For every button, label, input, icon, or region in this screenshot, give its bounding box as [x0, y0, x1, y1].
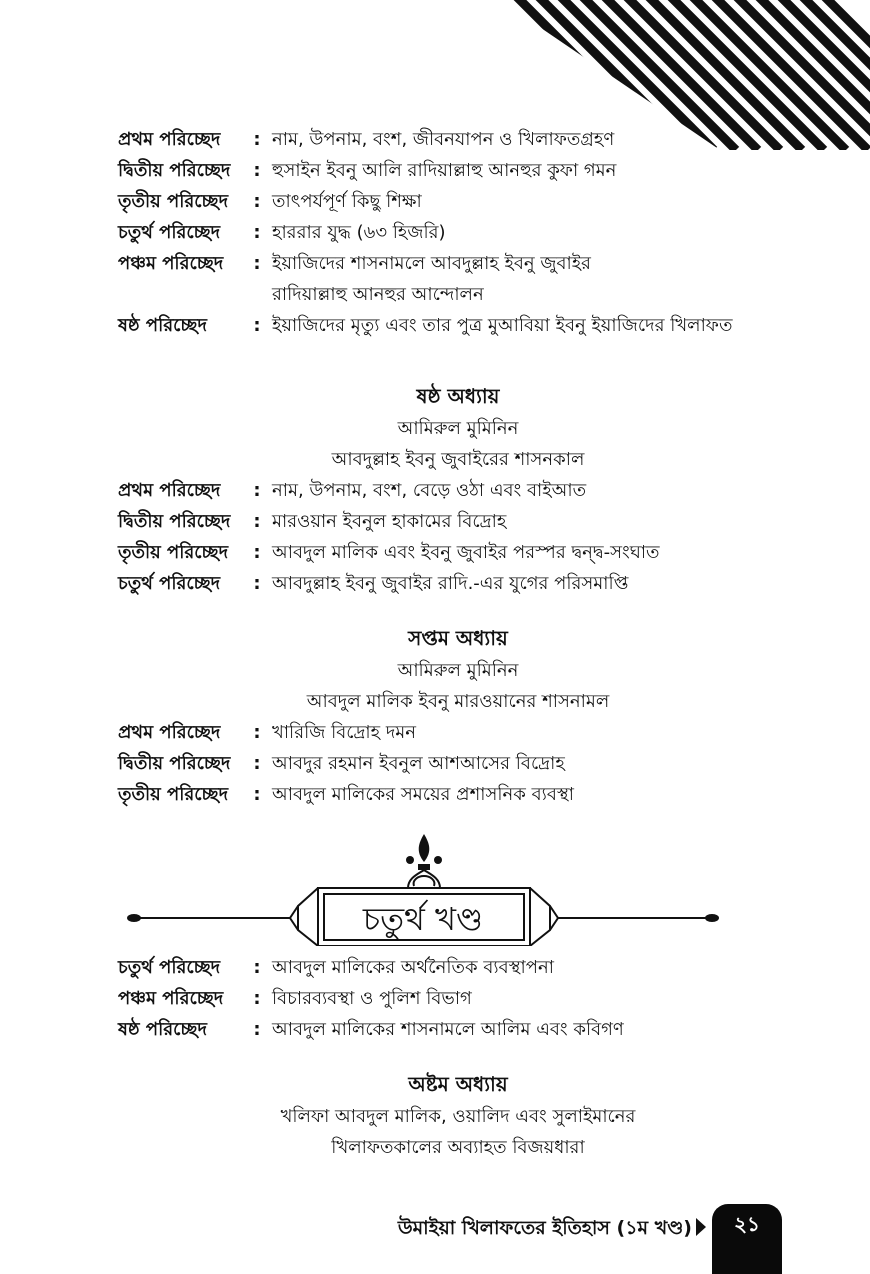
toc-row[interactable]: পঞ্চম পরিচ্ছেদ : ইয়াজিদের শাসনামলে আবদুল্লাহ ইবনু জুবাইর [118, 248, 798, 279]
toc-row[interactable]: তৃতীয় পরিচ্ছেদ : তাৎপর্যপূর্ণ কিছু শিক্ষা [118, 186, 798, 217]
section-title: আবদুর রহমান ইবনুল আশআসের বিদ্রোহ [272, 753, 565, 774]
chapter-block [118, 379, 798, 599]
toc-row[interactable]: দ্বিতীয় পরিচ্ছেদ : মারওয়ান ইবনুল হাকামের বিদ্রোহ [118, 506, 798, 537]
section-label: চতুর্থ পরিচ্ছেদ [118, 573, 221, 594]
chapter-list [118, 124, 798, 341]
section-title: নাম, উপনাম, বংশ, জীবনযাপন ও খিলাফতগ্রহণ [272, 129, 615, 150]
toc-row[interactable]: চতুর্থ পরিচ্ছেদ : হাররার যুদ্ধ (৬৩ হিজরি) [118, 217, 798, 248]
page-number: ২১ [712, 1204, 782, 1274]
chapter-title: সপ্তম অধ্যায় [408, 626, 508, 650]
chapter-subtitle: আমিরুল মুমিনিন [397, 660, 519, 681]
section-title-continued: রাদিয়াল্লাহু আনহুর আন্দোলন [272, 284, 484, 305]
section-title: আবদুল মালিক এবং ইবনু জুবাইর পরস্পর দ্বন্দ্ব-সংঘাত [272, 542, 660, 563]
section-title: আবদুল মালিকের অর্থনৈতিক ব্যবস্থাপনা [272, 957, 554, 978]
section-label: দ্বিতীয় পরিচ্ছেদ [118, 511, 231, 532]
section-label: প্রথম পরিচ্ছেদ [118, 722, 221, 743]
section-label: তৃতীয় পরিচ্ছেদ [118, 191, 229, 212]
toc-row[interactable]: ষষ্ঠ পরিচ্ছেদ : আবদুল মালিকের শাসনামলে আলিম এবং কবিগণ [118, 1014, 798, 1045]
chapter-list [118, 952, 798, 1045]
section-label: ষষ্ঠ পরিচ্ছেদ [118, 1019, 207, 1040]
section-label: প্রথম পরিচ্ছেদ [118, 129, 221, 150]
chapter-subtitle: আমিরুল মুমিনিন [397, 418, 519, 439]
section-label: পঞ্চম পরিচ্ছেদ [118, 253, 224, 274]
section-title: আবদুল মালিকের সময়ের প্রশাসনিক ব্যবস্থা [272, 784, 574, 805]
section-label: দ্বিতীয় পরিচ্ছেদ [118, 753, 231, 774]
section-title: বিচারব্যবস্থা ও পুলিশ বিভাগ [272, 988, 472, 1009]
section-title: মারওয়ান ইবনুল হাকামের বিদ্রোহ [272, 511, 507, 532]
toc-row[interactable]: প্রথম পরিচ্ছেদ : নাম, উপনাম, বংশ, জীবনযাপন ও খিলাফতগ্রহণ [118, 124, 798, 155]
chapter-subtitle: খিলাফতকালের অব্যাহত বিজয়ধারা [331, 1137, 585, 1158]
toc-row[interactable]: চতুর্থ পরিচ্ছেদ : আবদুল্লাহ ইবনু জুবাইর রাদি.-এর যুগের পরিসমাপ্তি [118, 568, 798, 599]
section-label: দ্বিতীয় পরিচ্ছেদ [118, 160, 231, 181]
table-of-contents [118, 124, 798, 1163]
section-title: হুসাইন ইবনু আলি রাদিয়াল্লাহু আনহুর কুফা গমন [272, 160, 617, 181]
section-label: ষষ্ঠ পরিচ্ছেদ [118, 315, 207, 336]
toc-row[interactable]: দ্বিতীয় পরিচ্ছেদ : আবদুর রহমান ইবনুল আশআসের বিদ্রোহ [118, 748, 798, 779]
section-title: নাম, উপনাম, বংশ, বেড়ে ওঠা এবং বাইআত [272, 480, 587, 501]
section-title: হাররার যুদ্ধ (৬৩ হিজরি) [272, 222, 446, 243]
part-heading-ornament [118, 826, 798, 946]
toc-row[interactable]: তৃতীয় পরিচ্ছেদ : আবদুল মালিকের সময়ের প্রশাসনিক ব্যবস্থা [118, 779, 798, 810]
chapter-title: ষষ্ঠ অধ্যায় [416, 384, 500, 408]
section-title: আবদুল্লাহ ইবনু জুবাইর রাদি.-এর যুগের পরিসমাপ্তি [272, 573, 629, 594]
chapter-subtitle: আবদুল্লাহ ইবনু জুবাইরের শাসনকাল [331, 449, 585, 470]
toc-row[interactable]: প্রথম পরিচ্ছেদ : খারিজি বিদ্রোহ দমন [118, 717, 798, 748]
section-title: তাৎপর্যপূর্ণ কিছু শিক্ষা [272, 191, 422, 212]
page-footer [0, 1200, 870, 1270]
chapter-block [118, 1067, 798, 1163]
section-title: খারিজি বিদ্রোহ দমন [272, 722, 417, 743]
section-label: চতুর্থ পরিচ্ছেদ [118, 957, 221, 978]
chapter-subtitle: আবদুল মালিক ইবনু মারওয়ানের শাসনামল [306, 691, 610, 712]
section-label: তৃতীয় পরিচ্ছেদ [118, 784, 229, 805]
book-title: উমাইয়া খিলাফতের ইতিহাস (১ম খণ্ড) [397, 1217, 692, 1239]
chapter-block [118, 621, 798, 810]
section-label: পঞ্চম পরিচ্ছেদ [118, 988, 224, 1009]
section-label: তৃতীয় পরিচ্ছেদ [118, 542, 229, 563]
triangle-right-icon [696, 1218, 706, 1236]
section-label: প্রথম পরিচ্ছেদ [118, 480, 221, 501]
toc-row[interactable]: ষষ্ঠ পরিচ্ছেদ : ইয়াজিদের মৃত্যু এবং তার পুত্র মুআবিয়া ইবনু ইয়াজিদের খিলাফত [118, 310, 798, 341]
part-title: চতুর্থ খণ্ড [362, 900, 484, 938]
toc-row[interactable]: পঞ্চম পরিচ্ছেদ : বিচারব্যবস্থা ও পুলিশ বিভাগ [118, 983, 798, 1014]
toc-row[interactable]: দ্বিতীয় পরিচ্ছেদ : হুসাইন ইবনু আলি রাদিয়াল্লাহু আনহুর কুফা গমন [118, 155, 798, 186]
toc-row[interactable]: চতুর্থ পরিচ্ছেদ : আবদুল মালিকের অর্থনৈতিক ব্যবস্থাপনা [118, 952, 798, 983]
section-title: ইয়াজিদের মৃত্যু এবং তার পুত্র মুআবিয়া ইবনু ইয়াজিদের খিলাফত [272, 315, 733, 336]
section-label: চতুর্থ পরিচ্ছেদ [118, 222, 221, 243]
section-title: আবদুল মালিকের শাসনামলে আলিম এবং কবিগণ [272, 1019, 624, 1040]
section-title: ইয়াজিদের শাসনামলে আবদুল্লাহ ইবনু জুবাইর [272, 253, 591, 274]
toc-row[interactable]: তৃতীয় পরিচ্ছেদ : আবদুল মালিক এবং ইবনু জুবাইর পরস্পর দ্বন্দ্ব-সংঘাত [118, 537, 798, 568]
chapter-title: অষ্টম অধ্যায় [408, 1072, 508, 1096]
toc-row[interactable]: প্রথম পরিচ্ছেদ : নাম, উপনাম, বংশ, বেড়ে ওঠা এবং বাইআত [118, 475, 798, 506]
chapter-subtitle: খলিফা আবদুল মালিক, ওয়ালিদ এবং সুলাইমানের [280, 1106, 636, 1127]
